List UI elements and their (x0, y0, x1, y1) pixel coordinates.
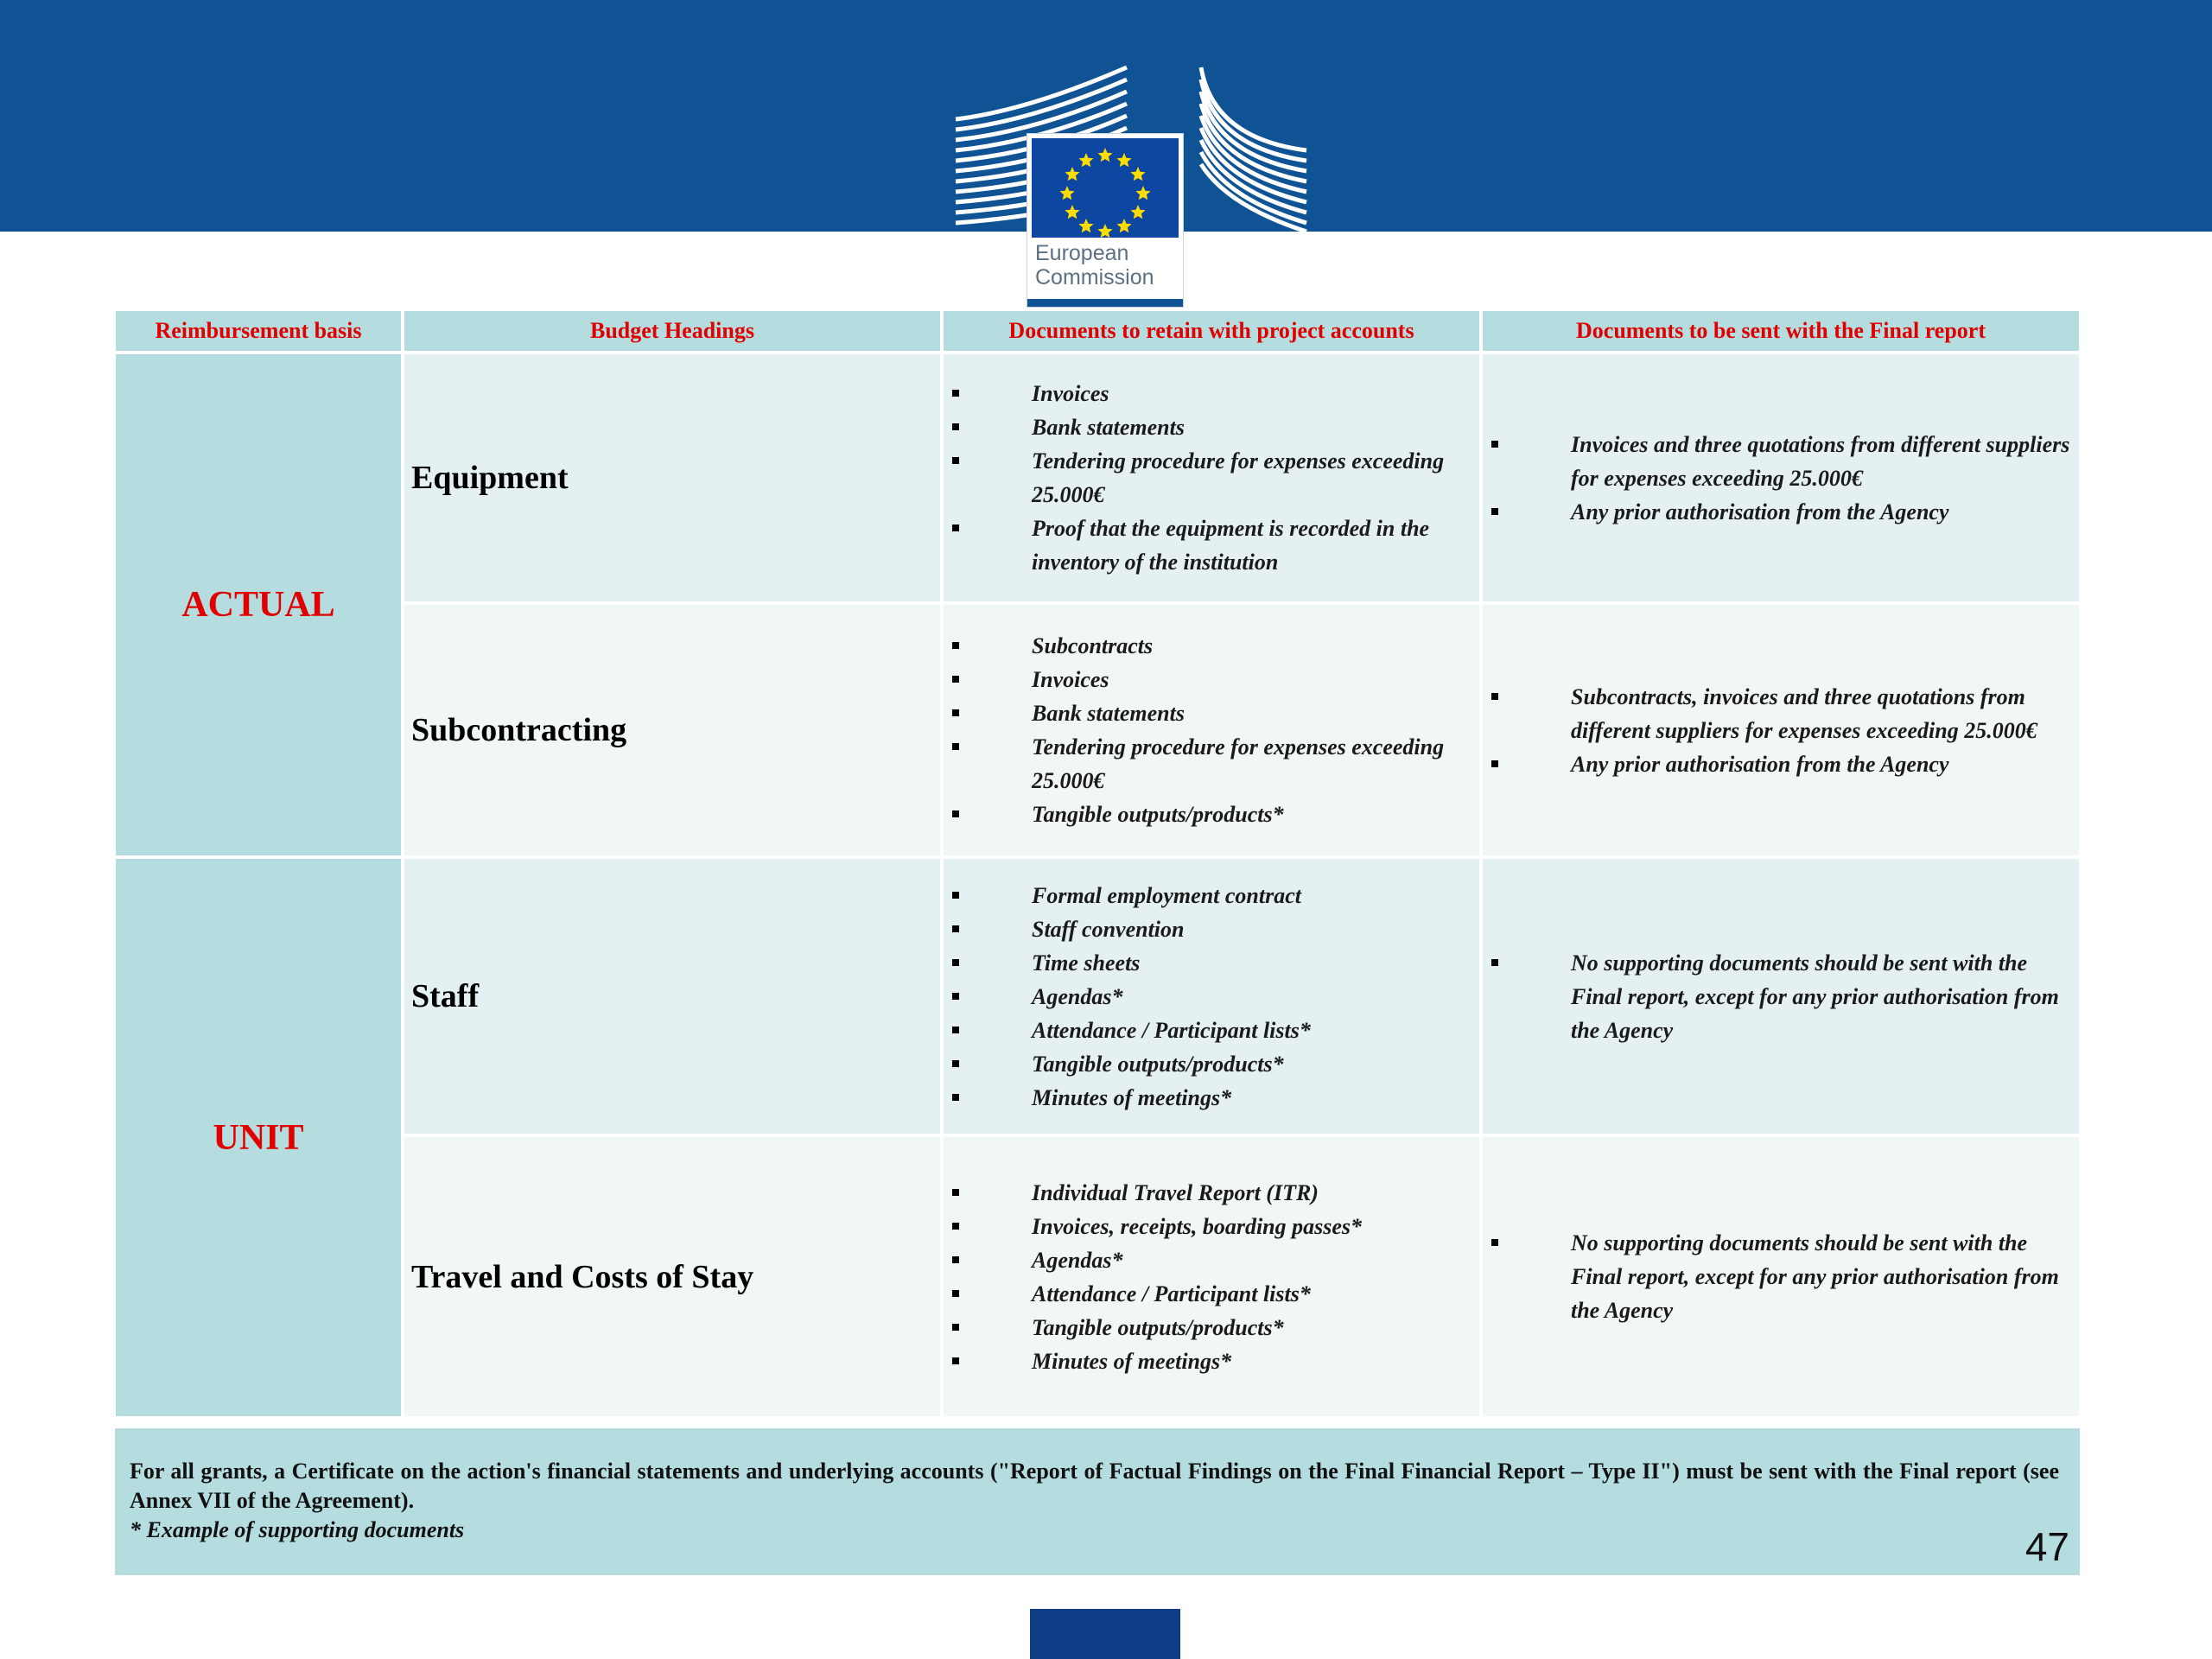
list-item: No supporting documents should be sent with the Final report, except for any prior authorisation from the Agency (1483, 1226, 2079, 1327)
footer-note (115, 1428, 2080, 1575)
list-item: Minutes of meetings* (944, 1081, 1479, 1115)
list-item: Tendering procedure for expenses exceeding 25.000€ (944, 730, 1479, 798)
list-item: Invoices (944, 663, 1479, 696)
retain-cell (944, 1137, 1479, 1416)
page-number: 47 (2024, 1524, 2069, 1569)
list-item: Minutes of meetings* (944, 1344, 1479, 1378)
send-cell (1483, 1137, 2079, 1416)
list-item: No supporting documents should be sent with the Final report, except for any prior authorisation from the Agency (1483, 946, 2079, 1047)
table-row (116, 354, 2079, 601)
header-documents-retain: Documents to retain with project accounts (944, 311, 1479, 351)
bottom-decoration (1030, 1609, 1180, 1659)
list-item: Agendas* (944, 980, 1479, 1014)
list-item: Time sheets (944, 946, 1479, 980)
list-item: Individual Travel Report (ITR) (944, 1176, 1479, 1210)
list-item: Attendance / Participant lists* (944, 1277, 1479, 1311)
list-item: Tangible outputs/products* (944, 798, 1479, 831)
list-item: Formal employment contract (944, 879, 1479, 912)
list-item: Proof that the equipment is recorded in the inventory of the institution (944, 512, 1479, 579)
certificate-note: For all grants, a Certificate on the action's financial statements and underlying accounts ("Report of Factual Findings on the Final Financial Report – Type II") must be sent with the Final report (see Annex VII of the Agreement). (130, 1459, 2059, 1513)
table-row (116, 859, 2079, 1134)
table-row (116, 605, 2079, 855)
list-item: Staff convention (944, 912, 1479, 946)
list-item: Attendance / Participant lists* (944, 1014, 1479, 1047)
logo-text: European Commission (1035, 241, 1154, 289)
heading-travel: Travel and Costs of Stay (404, 1137, 940, 1416)
list-item: Agendas* (944, 1243, 1479, 1277)
retain-cell (944, 605, 1479, 855)
list-item: Any prior authorisation from the Agency (1483, 495, 2079, 529)
list-item: Subcontracts, invoices and three quotations from different suppliers for expenses exceeding 25.000€ (1483, 680, 2079, 747)
retain-cell (944, 859, 1479, 1134)
heading-staff: Staff (404, 859, 940, 1134)
logo-underline (1027, 299, 1183, 307)
header-reimbursement-basis: Reimbursement basis (116, 311, 401, 351)
list-item: Bank statements (944, 410, 1479, 444)
list-item: Tendering procedure for expenses exceeding 25.000€ (944, 444, 1479, 512)
basis-unit: UNIT (116, 859, 401, 1416)
header-documents-send: Documents to be sent with the Final report (1483, 311, 2079, 351)
header-budget-headings: Budget Headings (404, 311, 940, 351)
send-cell (1483, 605, 2079, 855)
list-item: Invoices and three quotations from different suppliers for expenses exceeding 25.000€ (1483, 428, 2079, 495)
list-item: Any prior authorisation from the Agency (1483, 747, 2079, 781)
heading-equipment: Equipment (404, 354, 940, 601)
list-item: Invoices, receipts, boarding passes* (944, 1210, 1479, 1243)
documents-table (112, 308, 2082, 1420)
footnote: * Example of supporting documents (130, 1517, 465, 1542)
heading-subcontracting: Subcontracting (404, 605, 940, 855)
logo-emblem (1027, 133, 1184, 308)
list-item: Tangible outputs/products* (944, 1047, 1479, 1081)
send-cell (1483, 354, 2079, 601)
retain-cell (944, 354, 1479, 601)
table-row (116, 1137, 2079, 1416)
table-header-row (116, 311, 2079, 351)
list-item: Tangible outputs/products* (944, 1311, 1479, 1344)
list-item: Subcontracts (944, 629, 1479, 663)
eu-flag-icon (1032, 138, 1179, 238)
european-commission-logo (954, 60, 1308, 307)
list-item: Invoices (944, 377, 1479, 410)
list-item: Bank statements (944, 696, 1479, 730)
basis-actual: ACTUAL (116, 354, 401, 855)
send-cell (1483, 859, 2079, 1134)
